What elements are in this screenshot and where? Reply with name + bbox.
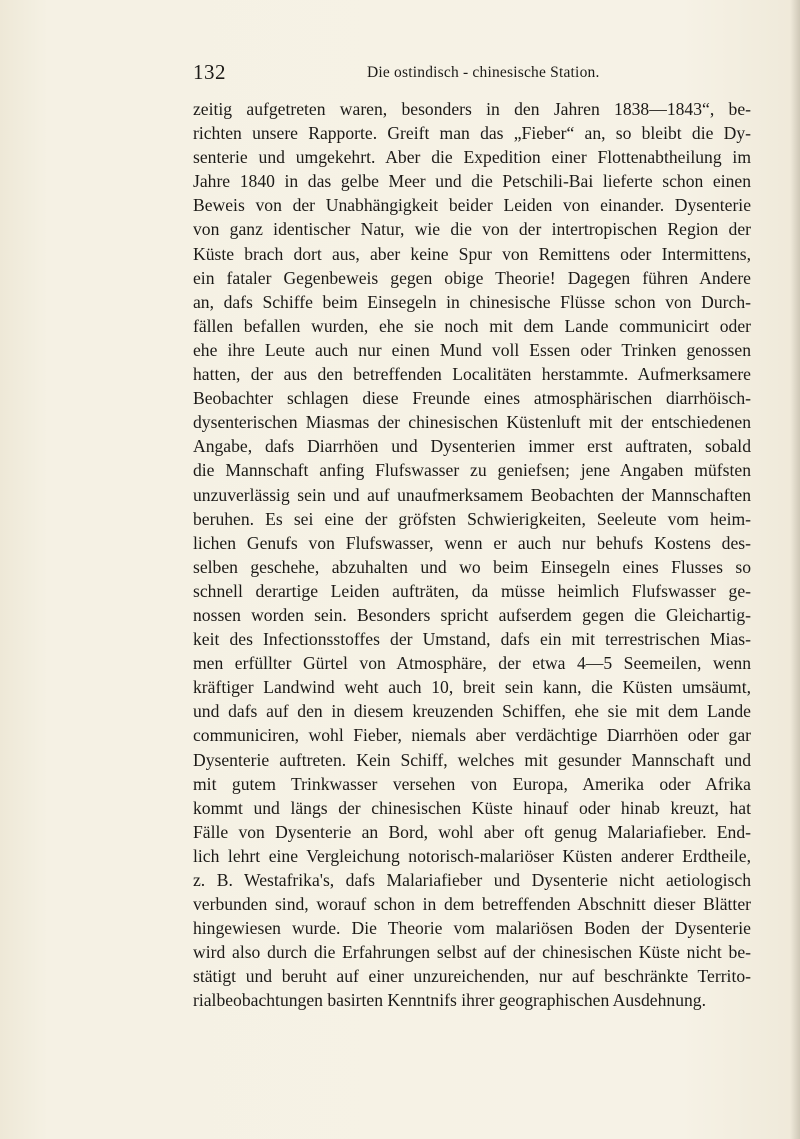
text-line: ein fataler Gegenbeweis gegen obige Theorie! Dagegen führen Andere — [193, 267, 751, 288]
body-paragraph — [193, 97, 751, 1013]
text-line: von ganz identischer Natur, wie die von der intertropischen Region der — [193, 219, 751, 240]
text-line: und dafs auf den in diesem kreuzenden Schiffen, ehe sie mit dem Lande — [193, 701, 751, 722]
text-line: Beobachter schlagen diese Freunde eines atmosphärischen diarrhöisch- — [193, 388, 751, 409]
text-line: nossen worden sein. Besonders spricht aufserdem gegen die Gleichartig- — [193, 604, 751, 625]
text-line: beruhen. Es sei eine der gröfsten Schwierigkeiten, Seeleute vom heim- — [193, 508, 751, 529]
text-line: selben geschehe, abzuhalten und wo beim Einsegeln eines Flusses so — [193, 556, 751, 577]
text-line: fällen befallen wurden, ehe sie noch mit dem Lande communicirt oder — [193, 315, 751, 336]
text-line: richten unsere Rapporte. Greift man das „Fieber“ an, so bleibt die Dy- — [193, 123, 751, 144]
text-line: mit gutem Trinkwasser versehen von Europa, Amerika oder Afrika — [193, 773, 751, 794]
text-line: lichen Genufs von Flufswasser, wenn er auch nur behufs Kostens des- — [193, 532, 751, 553]
text-line: dysenterischen Miasmas der chinesischen Küstenluft mit der entschiedenen — [193, 412, 751, 433]
text-line: hatten, der aus den betreffenden Localitäten herstammte. Aufmerksamere — [193, 364, 751, 385]
text-line: wird also durch die Erfahrungen selbst auf der chinesischen Küste nicht be- — [193, 942, 751, 963]
text-line: stätigt und beruht auf einer unzureichenden, nur auf beschränkte Territo- — [193, 966, 751, 987]
text-line: z. B. Westafrika's, dafs Malariafieber und Dysenterie nicht aetiologisch — [193, 870, 751, 890]
page-edge-shadow — [790, 0, 800, 1139]
text-line: zeitig aufgetreten waren, besonders in den Jahren 1838—1843“, be- — [193, 99, 751, 119]
text-line: lich lehrt eine Vergleichung notorisch-malariöser Küsten anderer Erdtheile, — [193, 845, 751, 866]
text-line: die Mannschaft anfing Flufswasser zu geniefsen; jene Angaben müfsten — [193, 460, 751, 481]
text-line: kommt und längs der chinesischen Küste hinauf oder hinab kreuzt, hat — [193, 797, 751, 818]
page-header — [193, 60, 753, 86]
text-line: Angabe, dafs Diarrhöen und Dysenterien immer erst auftraten, sobald — [193, 436, 751, 457]
running-title: Die ostindisch - chinesische Station. — [367, 64, 600, 81]
text-line: hingewiesen wurde. Die Theorie vom malariösen Boden der Dysenterie — [193, 918, 751, 939]
page-number: 132 — [193, 60, 226, 84]
text-line: men erfüllter Gürtel von Atmosphäre, der etwa 4—5 Seemeilen, wenn — [193, 653, 751, 674]
text-line: verbunden sind, worauf schon in dem betreffenden Abschnitt dieser Blätter — [193, 894, 751, 915]
text-line: ehe ihre Leute auch nur einen Mund voll Essen oder Trinken genossen — [193, 339, 751, 360]
text-line: senterie und umgekehrt. Aber die Expedition einer Flottenabtheilung im — [193, 147, 751, 168]
text-line: Fälle von Dysenterie an Bord, wohl aber oft genug Malariafieber. End- — [193, 821, 751, 842]
text-line: an, dafs Schiffe beim Einsegeln in chinesische Flüsse schon von Durch- — [193, 291, 751, 312]
text-line: communiciren, wohl Fieber, niemals aber verdächtige Diarrhöen oder gar — [193, 725, 751, 746]
text-line: kräftiger Landwind weht auch 10, breit sein kann, die Küsten umsäumt, — [193, 677, 751, 698]
text-line: Dysenterie auftreten. Kein Schiff, welches mit gesunder Mannschaft und — [193, 749, 751, 770]
text-line: unzuverlässig sein und auf unaufmerksamem Beobachten der Mannschaften — [193, 484, 751, 505]
text-line: keit des Infectionsstoffes der Umstand, dafs ein mit terrestrischen Mias- — [193, 629, 751, 650]
text-line: schnell derartige Leiden aufträten, da müsse heimlich Flufswasser ge- — [193, 580, 751, 601]
text-line: Küste brach dort aus, aber keine Spur von Remittens oder Intermittens, — [193, 243, 751, 264]
text-line: Beweis von der Unabhängigkeit beider Leiden von einander. Dysenterie — [193, 195, 751, 216]
text-line: Jahre 1840 in das gelbe Meer und die Petschili-Bai lieferte schon einen — [193, 171, 751, 192]
text-line-last: rialbeobachtungen basirten Kenntnifs ihrer geographischen Ausdehnung. — [193, 990, 707, 1011]
